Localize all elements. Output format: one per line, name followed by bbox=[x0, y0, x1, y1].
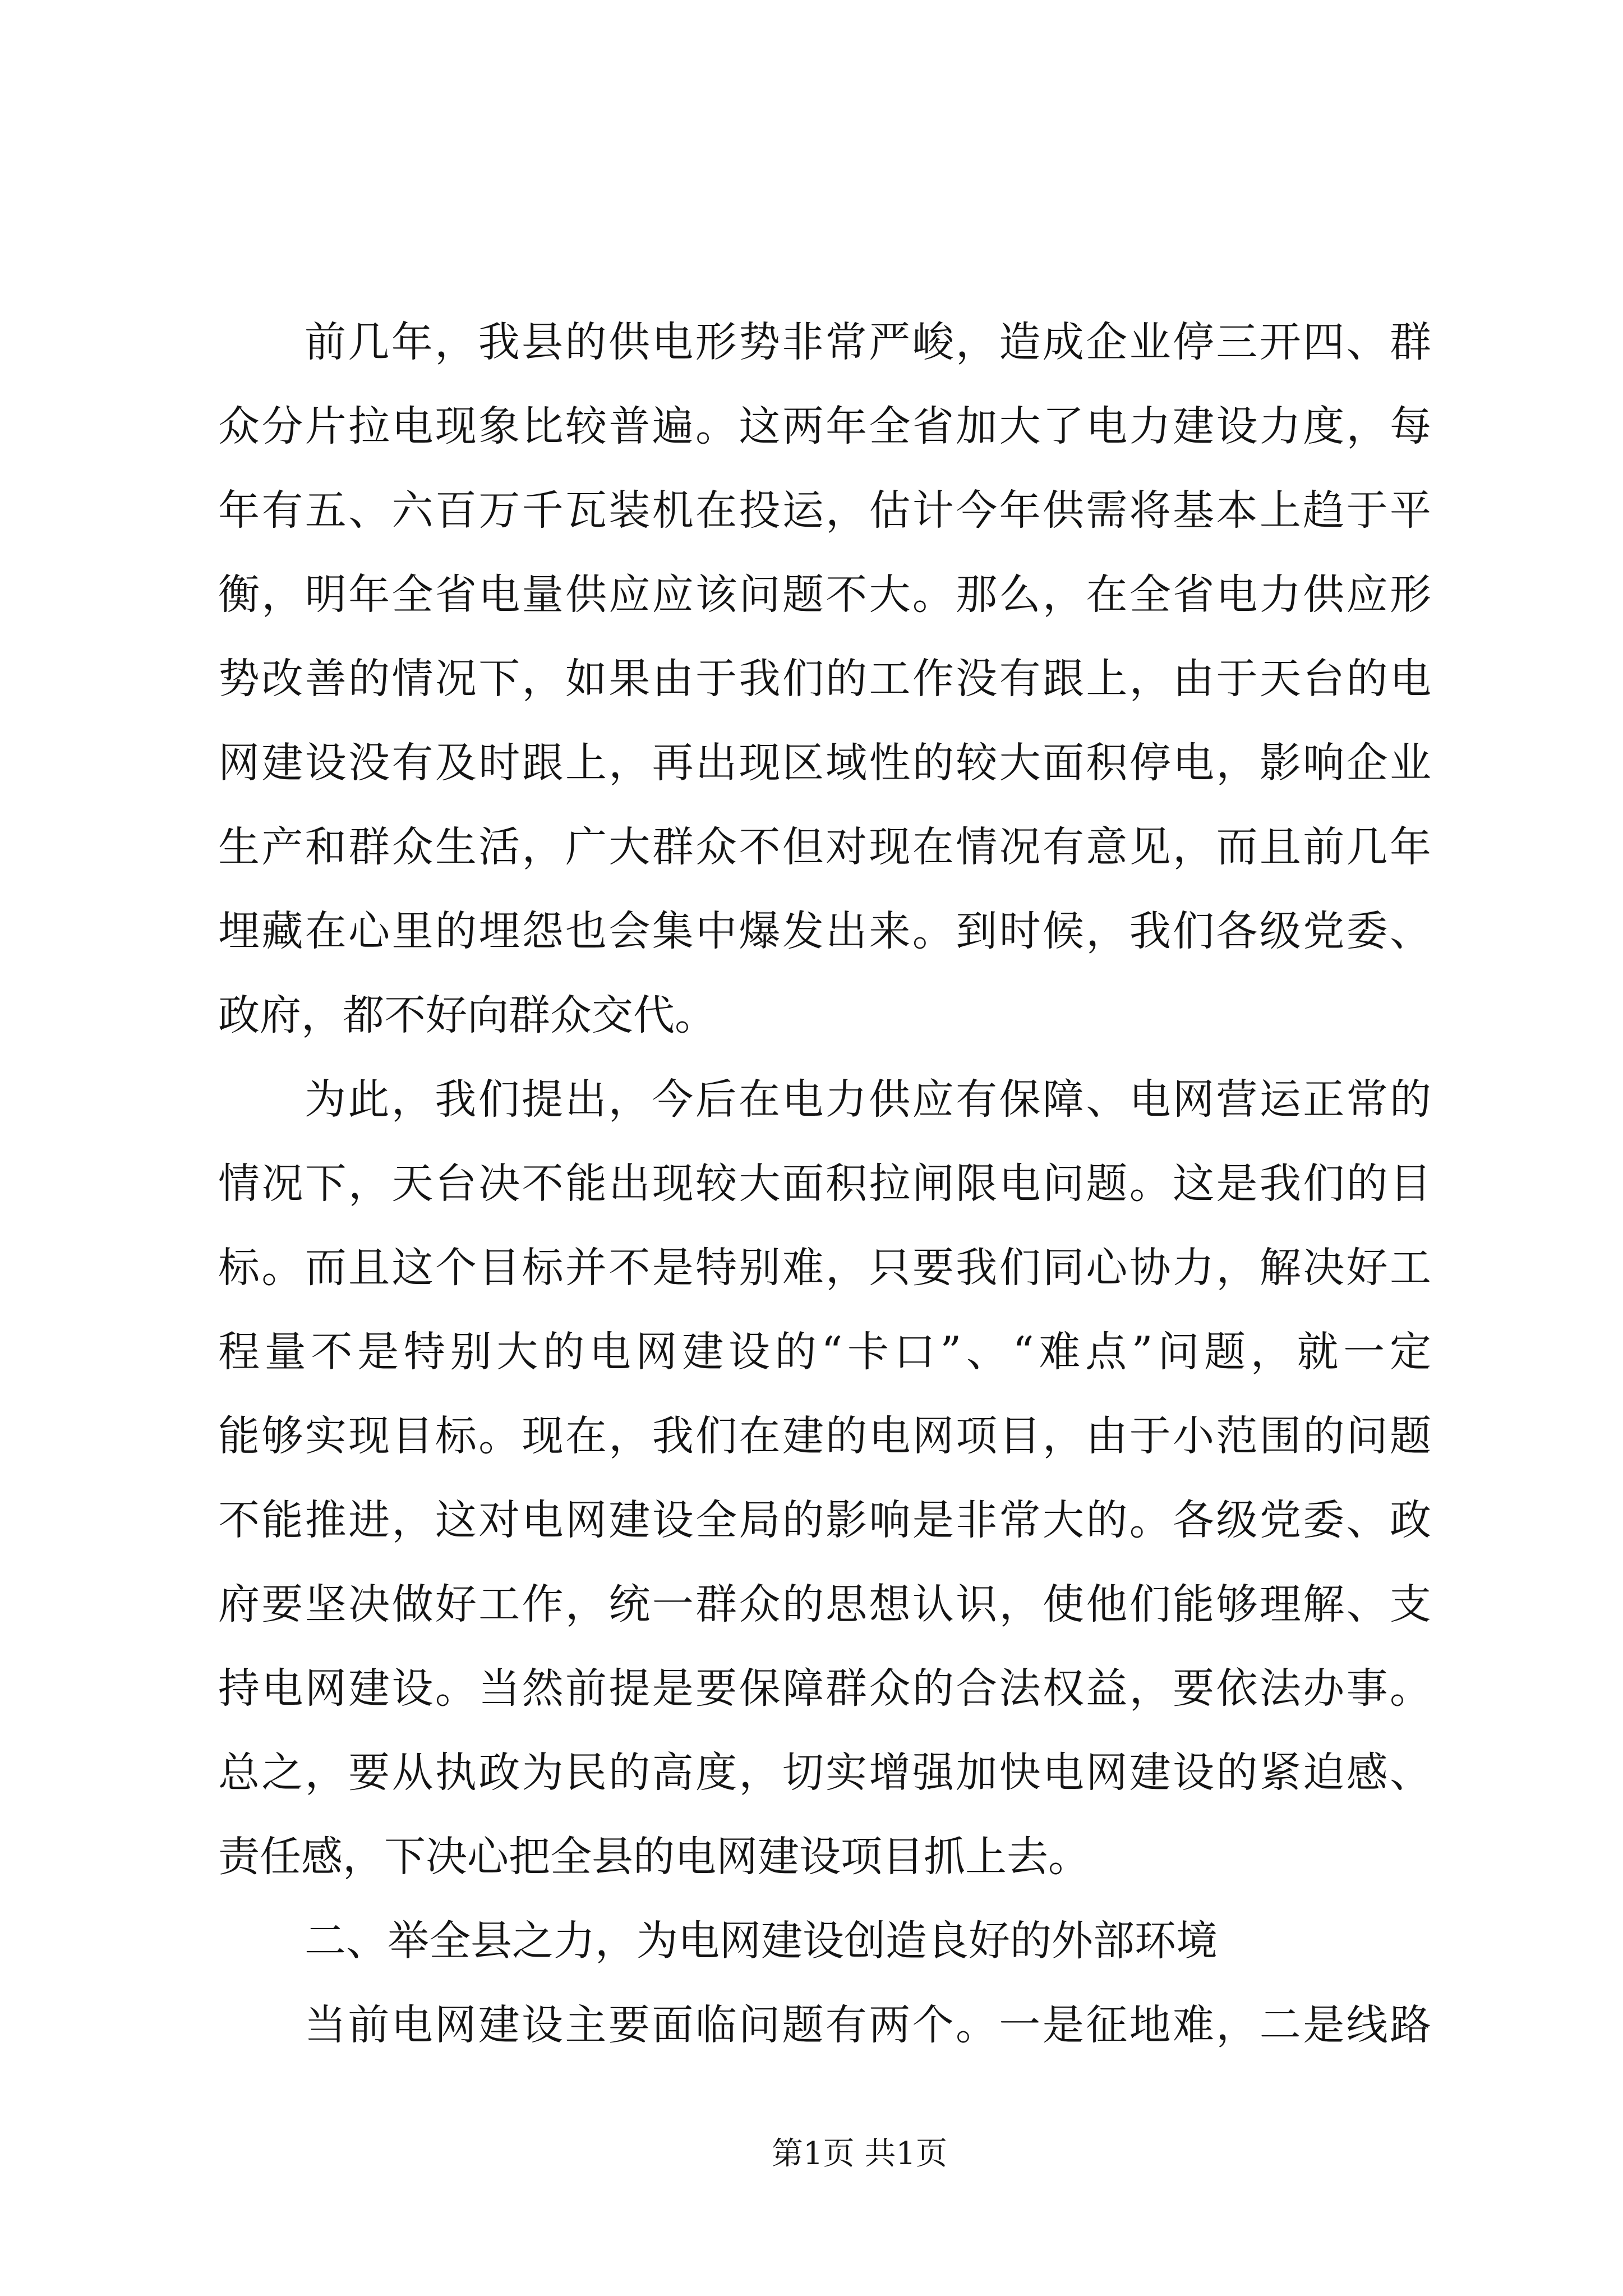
text-line: 年有五、六百万千瓦装机在投运，估计今年供需将基本上趋于平 bbox=[218, 486, 1431, 535]
text-line: 能够实现目标。现在，我们在建的电网项目，由于小范围的问题 bbox=[218, 1412, 1431, 1460]
text-line: 当前电网建设主要面临问题有两个。一是征地难，二是线路 bbox=[305, 2001, 1431, 2049]
text-line: 持电网建设。当然前提是要保障群众的合法权益，要依法办事。 bbox=[218, 1664, 1431, 1713]
text-line: 埋藏在心里的埋怨也会集中爆发出来。到时候，我们各级党委、 bbox=[218, 907, 1431, 955]
paragraph-power-supply-situation bbox=[218, 300, 1431, 1057]
text-line: 衡，明年全省电量供应应该问题不大。那么，在全省电力供应形 bbox=[218, 570, 1431, 619]
text-line: 为此，我们提出，今后在电力供应有保障、电网营运正常的 bbox=[305, 1075, 1431, 1124]
text-line: 势改善的情况下，如果由于我们的工作没有跟上，由于天台的电 bbox=[218, 655, 1431, 703]
text-line: 标。而且这个目标并不是特别难，只要我们同心协力，解决好工 bbox=[218, 1244, 1431, 1292]
text-line: 不能推进，这对电网建设全局的影响是非常大的。各级党委、政 bbox=[218, 1496, 1431, 1544]
paragraph-main-problems bbox=[218, 1983, 1431, 2067]
text-line: 政府，都不好向群众交代。 bbox=[218, 991, 716, 1039]
paragraph-goal-statement bbox=[218, 1057, 1431, 1899]
page-footer: 第1页 共1页 bbox=[771, 2136, 948, 2172]
text-line: 责任感，下决心把全县的电网建设项目抓上去。 bbox=[218, 1833, 1090, 1881]
section-heading-text: 二、举全县之力，为电网建设创造良好的外部环境 bbox=[305, 1917, 1218, 1965]
text-line: 众分片拉电现象比较普遍。这两年全省加大了电力建设力度，每 bbox=[218, 402, 1431, 450]
text-line: 生产和群众生活，广大群众不但对现在情况有意见，而且前几年 bbox=[218, 823, 1431, 871]
section-heading bbox=[218, 1899, 1431, 1983]
text-line: 程量不是特别大的电网建设的“卡口”、“难点”问题，就一定 bbox=[218, 1328, 1431, 1376]
text-line: 情况下，天台决不能出现较大面积拉闸限电问题。这是我们的目 bbox=[218, 1159, 1431, 1208]
text-line: 前几年，我县的供电形势非常严峻，造成企业停三开四、群 bbox=[305, 318, 1431, 366]
text-line: 总之，要从执政为民的高度，切实增强加快电网建设的紧迫感、 bbox=[218, 1749, 1431, 1797]
document-body bbox=[218, 300, 1431, 2067]
text-line: 网建设没有及时跟上，再出现区域性的较大面积停电，影响企业 bbox=[218, 739, 1431, 787]
text-line: 府要坚决做好工作，统一群众的思想认识，使他们能够理解、支 bbox=[218, 1580, 1431, 1628]
